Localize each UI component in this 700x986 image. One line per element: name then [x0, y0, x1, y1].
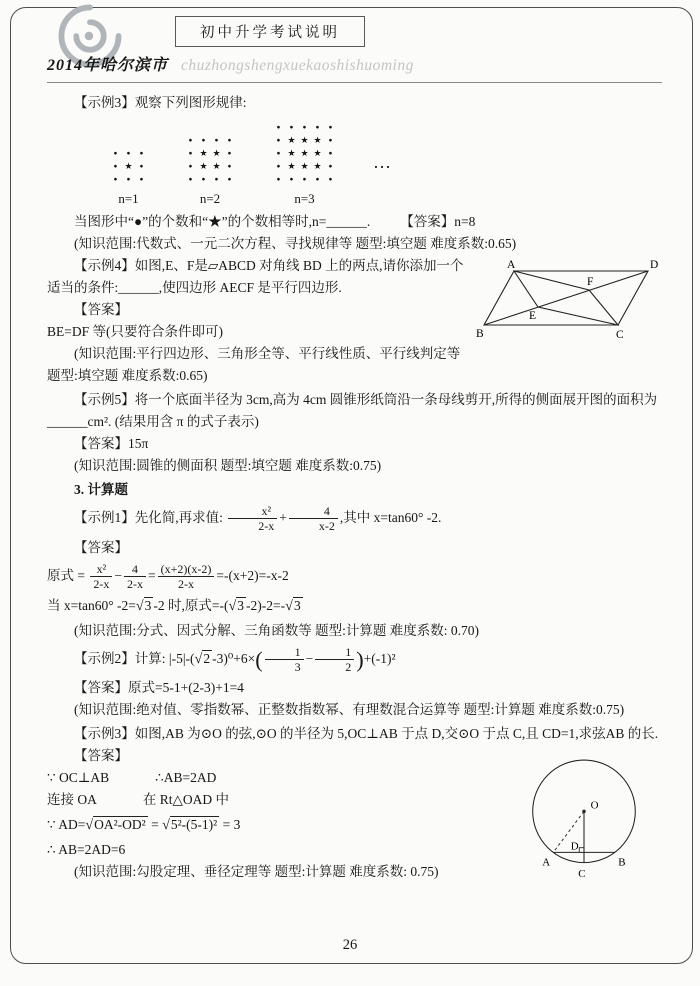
point-label-b: B	[618, 856, 626, 869]
radical-sign: √	[135, 597, 144, 614]
solution-text: ∵ AD=	[47, 817, 86, 833]
figure-label: n=2	[199, 191, 221, 206]
dot-marker: ●	[113, 176, 118, 183]
radicand: 5²-(5-1)²	[170, 817, 218, 833]
figure-label: n=1	[118, 191, 139, 206]
parallelogram-figure	[476, 257, 662, 345]
dot-marker: ●	[289, 124, 294, 131]
star-marker: ★	[313, 148, 322, 158]
calc2-knowledge-meta: (知识范围:绝对值、零指数幂、正整数指数幂、有理数混合运算等 题型:计算题 难度系数:0.75)	[74, 702, 625, 718]
ellipsis-label: …	[373, 152, 391, 172]
radical-sign: √	[162, 817, 170, 834]
expression-text: -3)⁰+6×	[212, 650, 256, 666]
solution-text: ∵ OC⊥AB	[47, 770, 110, 786]
example5-question: 【示例5】将一个底面半径为 3cm,高为 4cm 圆锥形纸筒沿一条母线剪开,所得的侧面展开图的面积为______cm². (结果用含 π 的式子表示)	[47, 392, 658, 429]
section3-heading: 3. 计算题	[74, 482, 128, 497]
radicand: 3	[144, 597, 152, 613]
document-content	[47, 10, 662, 893]
star-marker: ★	[124, 161, 133, 171]
solution-text: 在 Rt△OAD 中	[142, 792, 230, 808]
fraction-denominator: 2-x	[124, 576, 146, 591]
equals-sign: =	[148, 567, 156, 583]
pattern-figure-n1	[109, 147, 148, 186]
exam-title-box: 初中升学考试说明	[175, 16, 365, 47]
calc1-knowledge-meta: (知识范围:分式、因式分解、三角函数等 题型:计算题 难度系数: 0.70)	[74, 622, 479, 638]
figure-label: n=3	[294, 191, 315, 206]
fraction-denominator: x-2	[289, 518, 338, 533]
dot-marker: ●	[227, 150, 232, 157]
dot-marker: ●	[328, 150, 333, 157]
fraction	[124, 562, 146, 592]
star-marker: ★	[199, 148, 208, 158]
sqrt-radical	[285, 598, 303, 613]
sqrt-radical	[162, 817, 219, 832]
fraction-denominator: 2-x	[158, 576, 215, 591]
left-paren: (	[255, 646, 263, 672]
dot-marker: ●	[328, 124, 333, 131]
example4-block	[47, 255, 662, 343]
star-marker: ★	[287, 148, 296, 158]
calc3-knowledge-meta: (知识范围:勾股定理、垂径定理等 题型:计算题 难度系数: 0.75)	[74, 864, 439, 880]
dot-marker: ●	[139, 176, 144, 183]
dot-marker: ●	[139, 163, 144, 170]
radicand: OA²-OD²	[94, 817, 146, 833]
dot-marker: ●	[201, 176, 206, 183]
example3-question-line	[47, 211, 662, 233]
solution-text: 原式 =	[47, 567, 85, 583]
fraction-numerator: (x+2)(x-2)	[160, 561, 212, 576]
fraction-numerator: 1	[345, 644, 352, 659]
calc1-expression	[47, 504, 662, 534]
sqrt-radical	[229, 598, 247, 613]
expression-text: |-5|-(	[165, 650, 195, 666]
dot-marker: ●	[289, 176, 294, 183]
star-marker: ★	[212, 148, 221, 158]
logo-dot	[85, 32, 93, 40]
star-marker: ★	[199, 161, 208, 171]
example3-question: 当图形中“●”的个数和“★”的个数相等时,n=______.	[74, 214, 371, 229]
dot-marker: ●	[188, 137, 193, 144]
dot-marker: ●	[201, 137, 206, 144]
vertex-label-c: C	[616, 329, 624, 341]
dot-marker: ●	[227, 176, 232, 183]
fraction-denominator: 2-x	[228, 518, 277, 533]
page-number: 26	[342, 937, 358, 953]
solution-text: =-(x+2)=-x-2	[216, 567, 289, 583]
dot-marker: ●	[126, 176, 131, 183]
fraction-denominator: 2	[315, 659, 354, 674]
fraction-numerator: 4	[132, 561, 138, 576]
calc2-label: 【示例2】计算:	[74, 650, 166, 666]
solution-text: -2 时,原式=-(	[153, 597, 229, 613]
minus-operator: −	[114, 567, 122, 583]
dot-marker: ●	[188, 163, 193, 170]
right-angle-mark	[579, 848, 584, 853]
example4-answer-label: 【答案】	[74, 302, 128, 317]
calc1-solution-line1	[47, 562, 662, 592]
calc1-label: 【示例1】先化简,再求值:	[74, 509, 223, 525]
calc1-tail: ,其中 x=tan60° -2.	[339, 509, 442, 525]
example4-question: 【示例4】如图,E、F是▱ABCD 对角线 BD 上的两点,请你添加一个适当的条件:______,使四边形 AECF 是平行四边形.	[47, 258, 464, 295]
calc2-answer: 【答案】原式=5-1+(2-3)+1=4	[74, 680, 244, 696]
point-label-c: C	[578, 868, 586, 881]
star-marker: ★	[313, 135, 322, 145]
star-marker: ★	[300, 161, 309, 171]
sqrt-radical	[85, 817, 147, 832]
calc3-answer-block	[47, 745, 662, 883]
radical-sign: √	[85, 817, 94, 834]
calc3-question: 【示例3】如图,AB 为⊙O 的弦,⊙O 的半径为 5,OC⊥AB 于点 D,交⊙O 于点 C,且 CD=1,求弦AB 的长.	[74, 726, 659, 742]
plus-operator: +	[279, 509, 287, 525]
sqrt-radical	[136, 598, 154, 613]
dot-marker: ●	[276, 137, 281, 144]
calc1-solution-line2	[47, 595, 662, 617]
fraction-numerator: x²	[261, 504, 272, 518]
solution-text: = 3	[219, 817, 241, 833]
circle-figure	[508, 745, 660, 891]
star-marker: ★	[287, 161, 296, 171]
example3-answer: 【答案】n=8	[400, 214, 476, 229]
calc2-expression	[47, 645, 662, 675]
dot-marker: ●	[315, 176, 320, 183]
dot-marker: ●	[214, 137, 219, 144]
dot-marker: ●	[188, 176, 193, 183]
dot-marker: ●	[276, 124, 281, 131]
example3-knowledge-meta: (知识范围:代数式、一元二次方程、寻找规律等 题型:填空题 难度系数:0.65)	[74, 236, 517, 251]
radicand: 3	[237, 597, 245, 613]
pattern-figure-block-n3	[272, 121, 337, 207]
dot-marker: ●	[188, 150, 193, 157]
vertex-label-a: A	[507, 259, 516, 271]
star-marker: ★	[300, 135, 309, 145]
right-paren: )	[356, 646, 364, 672]
fraction-denominator: 2-x	[90, 576, 112, 591]
diagonal-bd	[484, 271, 648, 325]
pinyin-label: chuzhongshengxuekaoshishuoming	[181, 57, 414, 74]
dot-marker: ●	[227, 163, 232, 170]
dot-marker: ●	[276, 150, 281, 157]
radical-sign: √	[228, 597, 237, 614]
example5-answer: 【答案】15π	[74, 436, 149, 451]
center-label-o: O	[590, 799, 599, 812]
dot-marker: ●	[302, 176, 307, 183]
solution-text: -2)-2=-	[246, 597, 286, 613]
dot-marker: ●	[328, 137, 333, 144]
radical-sign: √	[194, 650, 203, 667]
segment-oa-dashed	[553, 812, 584, 853]
point-label-a: A	[542, 856, 551, 869]
dot-marker: ●	[328, 176, 333, 183]
dot-marker: ●	[214, 176, 219, 183]
solution-text: 连接 OA	[47, 792, 97, 808]
star-marker: ★	[313, 161, 322, 171]
fraction	[228, 504, 277, 534]
dot-marker: ●	[113, 163, 118, 170]
dot-marker: ●	[113, 150, 118, 157]
fraction	[289, 504, 338, 534]
calc3-solution-line4: ∴ AB=2AD=6	[47, 842, 126, 858]
radicand: 2	[203, 650, 211, 666]
radical-sign: √	[285, 597, 293, 614]
solution-text: 当 x=tan60° -2=	[47, 597, 136, 613]
dot-marker: ●	[227, 137, 232, 144]
dot-marker: ●	[126, 150, 131, 157]
example4-answer-body: BE=DF 等(只要符合条件即可)	[47, 324, 223, 339]
fraction-denominator: 3	[265, 659, 304, 674]
pattern-figure-n3	[272, 121, 337, 186]
fraction-numerator: x²	[96, 561, 107, 576]
point-label-f: F	[587, 276, 594, 288]
calc1-answer-label: 【答案】	[74, 539, 128, 555]
fraction	[90, 562, 112, 592]
point-label-d: D	[570, 840, 579, 853]
dot-marker: ●	[315, 124, 320, 131]
example3-heading: 【示例3】观察下列图形规律:	[74, 95, 247, 110]
star-marker: ★	[212, 161, 221, 171]
pattern-figure-block-n1	[109, 147, 148, 207]
minus-operator: −	[305, 650, 314, 666]
fraction-numerator: 1	[294, 644, 301, 659]
fraction-numerator: 4	[323, 504, 330, 518]
dot-marker: ●	[302, 124, 307, 131]
solution-text: ∴AB=2AD	[155, 770, 217, 786]
star-marker: ★	[300, 148, 309, 158]
point-label-e: E	[529, 310, 537, 322]
example5-knowledge-meta: (知识范围:圆锥的侧面积 题型:填空题 难度系数:0.75)	[74, 458, 382, 473]
vertex-label-d: D	[650, 259, 659, 271]
solution-text: =	[147, 817, 163, 833]
pattern-figure-n2	[184, 134, 236, 186]
year-city-label: 2014年哈尔滨市	[47, 57, 169, 74]
calc3-answer-label: 【答案】	[74, 748, 128, 764]
fraction	[315, 645, 354, 675]
dot-marker: ●	[276, 176, 281, 183]
example4-knowledge-meta: (知识范围:平行四边形、三角形全等、平行线性质、平行线判定等 题型:填空题 难度系数:0.65)	[47, 346, 461, 383]
pattern-figures-row	[109, 121, 662, 207]
page-header	[47, 10, 662, 83]
dot-marker: ●	[139, 150, 144, 157]
expression-text: +(-1)²	[363, 650, 396, 666]
vertex-label-b: B	[476, 328, 484, 340]
fraction	[265, 645, 304, 675]
dot-marker: ●	[328, 163, 333, 170]
sqrt-radical	[195, 651, 213, 666]
dot-marker: ●	[276, 163, 281, 170]
radicand: 3	[293, 597, 301, 613]
fraction	[158, 562, 215, 592]
star-marker: ★	[287, 135, 296, 145]
pattern-figure-block-n2	[184, 134, 236, 207]
